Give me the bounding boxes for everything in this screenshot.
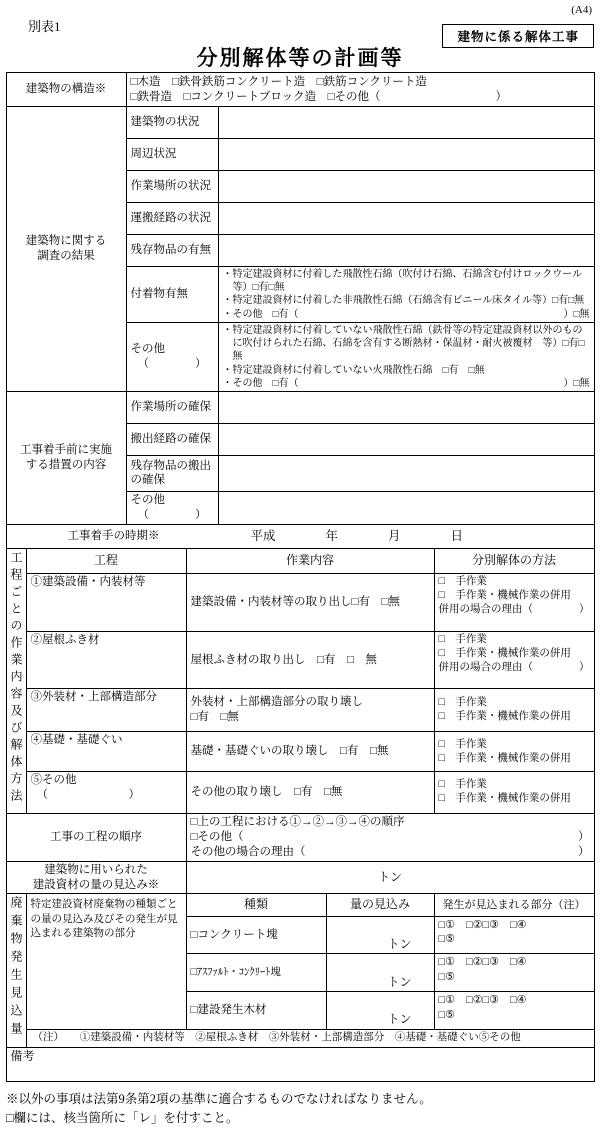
process-method-5[interactable]	[434, 772, 594, 814]
waste-amount-asphalt-field[interactable]: トン	[326, 954, 434, 992]
survey-section-label-line2: 調査の結果	[37, 249, 95, 262]
remaining-items-removal-field[interactable]	[218, 455, 594, 491]
waste-header-amount: 量の見込み	[326, 894, 434, 916]
process-step-5	[26, 772, 186, 814]
order-reason-open[interactable]: その他の場合の理由（	[190, 845, 306, 858]
order-other-close: ）	[578, 830, 590, 843]
method-reason-line[interactable]	[439, 603, 590, 617]
method-reason-open[interactable]: 併用の場合の理由（	[438, 662, 533, 674]
order-option-default[interactable]: □上の工程における①→②→③→④の順序	[190, 815, 405, 828]
waste-note: （注） ①建築設備・内装材等 ②屋根ふき材 ③外装材・上部構造部分 ④基礎・基礎ぐい⑤その他	[26, 1029, 594, 1047]
page-header	[0, 0, 600, 72]
process-work-3-line2[interactable]: □有 □無	[190, 711, 239, 724]
process-header-method: 分別解体の方法	[434, 548, 594, 573]
measures-other-field[interactable]	[218, 491, 594, 524]
process-side-label	[6, 548, 26, 813]
attachments-options[interactable]	[218, 267, 594, 323]
process-step-2: ②屋根ふき材	[26, 631, 186, 689]
materials-label-line2: 建設資材の量の見込み※	[32, 878, 160, 891]
process-table	[6, 548, 595, 895]
materials-amount-field[interactable]: トン	[186, 861, 594, 894]
waste-header-type: 種類	[186, 894, 326, 916]
order-other-open[interactable]: □その他（	[190, 830, 244, 843]
attachments-other-open[interactable]: ・その他 □有（	[222, 308, 299, 320]
survey-row-label: 建築物の状況	[126, 107, 218, 139]
work-type-box: 建物に係る解体工事	[442, 24, 594, 48]
waste-parts-line2[interactable]: □⑤	[438, 971, 456, 984]
process-step-1: ①建築設備・内装材等	[26, 574, 186, 632]
process-step-5-line1: ⑤その他	[30, 774, 77, 787]
building-condition-field[interactable]	[218, 107, 594, 139]
method-combo-option[interactable]: □ 手作業・機械作業の併用	[438, 647, 571, 659]
structure-options[interactable]	[126, 73, 594, 107]
waste-header-parts: 発生が見込まれる部分（注）	[434, 894, 594, 916]
process-side-label-text: 工程ごとの作業内容及び解体方法	[9, 550, 23, 806]
structure-options-line2[interactable]: □鉄骨造 □コンクリートブロック造 □その他（ ）	[130, 90, 508, 103]
attachments-option-2[interactable]: ・特定建設資材に付着した非飛散性石綿（石綿含有ビニール床タイル等）□有□無	[222, 295, 585, 307]
method-manual-option[interactable]: □ 手作業	[438, 697, 487, 709]
measures-row-label: 作業場所の確保	[126, 391, 218, 423]
attachments-label: 付着物有無	[126, 267, 218, 323]
footnote-1: ※以外の事項は法第9条第2項の基準に適合するものでなければなりません。	[6, 1092, 432, 1107]
waste-parts-line2[interactable]: □⑤	[438, 933, 456, 946]
method-reason-line[interactable]	[439, 661, 590, 675]
attachments-other-close[interactable]: ）□無	[563, 308, 590, 320]
process-header-step: 工程	[26, 548, 186, 573]
survey-other-option-3[interactable]	[223, 377, 590, 390]
timing-label: 工事着手の時期※	[67, 529, 160, 542]
survey-other-label	[126, 323, 218, 392]
waste-parts-asphalt[interactable]	[434, 954, 594, 992]
paper-size-label: (A4)	[571, 4, 592, 16]
process-work-5[interactable]: その他の取り壊し □有 □無	[186, 772, 434, 814]
sheet-label: 別表1	[28, 19, 61, 34]
survey-row-label: 残存物品の有無	[126, 235, 218, 267]
survey-other-option-1[interactable]: ・特定建設資材に付着していない飛散性石綿（鉄骨等の特定建設資材以外のものに吹付けられた石綿、石綿を含有する断熱材・保温材・耐火被覆材 等）□有□無	[222, 325, 585, 363]
method-combo-option[interactable]: □ 手作業・機械作業の併用	[438, 752, 571, 764]
measures-row-label: 搬出経路の確保	[126, 423, 218, 455]
waste-parts-line1[interactable]: □① □②□③ □④	[438, 956, 527, 969]
process-step-3: ③外装材・上部構造部分	[26, 689, 186, 732]
waste-type-asphalt[interactable]: □ｱｽﾌｧﾙﾄ・ｺﾝｸﾘｰﾄ塊	[186, 954, 326, 992]
survey-other-open[interactable]: ・その他 □有（	[222, 377, 299, 389]
measures-label-line1: 工事着手前に実施	[20, 443, 112, 456]
materials-label-line1: 建築物に用いられた	[44, 863, 148, 876]
method-manual-option[interactable]: □ 手作業	[438, 576, 487, 588]
measures-row-label: 残存物品の搬出の確保	[126, 455, 218, 491]
timing-value-field[interactable]: 平成 年 月 日	[250, 529, 464, 544]
attachments-option-other[interactable]	[223, 308, 590, 321]
waste-side-label	[6, 894, 26, 1048]
waste-parts-line1[interactable]: □① □②□③ □④	[438, 994, 527, 1007]
order-options[interactable]	[186, 813, 594, 861]
survey-other-option-2[interactable]: ・特定建設資材に付着していない火飛散性石綿 □有 □無	[222, 364, 485, 376]
survey-section-label-line1: 建築物に関する	[25, 235, 107, 248]
waste-parts-line2[interactable]: □⑤	[438, 1008, 456, 1021]
remaining-items-field[interactable]	[218, 235, 594, 267]
survey-row-label: 周辺状況	[126, 139, 218, 171]
remarks-label: 備考	[10, 1049, 35, 1064]
waste-parts-concrete[interactable]	[434, 916, 594, 954]
process-step-4: ④基礎・基礎ぐい	[26, 732, 186, 772]
footnote-2: □欄には、核当箇所に「レ」を付すこと。	[6, 1110, 239, 1125]
survey-other-label-line1: その他	[130, 343, 165, 356]
structure-label: 建築物の構造※	[6, 73, 126, 107]
order-option-other[interactable]	[191, 830, 590, 845]
method-manual-option[interactable]: □ 手作業	[438, 738, 487, 750]
process-header-work: 作業内容	[186, 548, 434, 573]
survey-other-label-line2: （ ）	[137, 357, 207, 370]
method-combo-option[interactable]: □ 手作業・機械作業の併用	[438, 711, 571, 723]
measures-other-label-line2: （ ）	[137, 508, 207, 521]
page-title: 分別解体等の計画等	[196, 46, 404, 70]
order-label: 工事の工程の順序	[6, 813, 186, 861]
measures-other-label	[126, 491, 218, 524]
method-combo-option[interactable]: □ 手作業・機械作業の併用	[438, 793, 571, 805]
method-reason-close: ）	[579, 604, 590, 616]
process-work-2[interactable]: 屋根ふき材の取り出し □有 □ 無	[186, 631, 434, 689]
remarks-field[interactable]	[6, 1048, 594, 1082]
process-work-4[interactable]: 基礎・基礎ぐいの取り壊し □有 □無	[186, 732, 434, 772]
carryout-route-field[interactable]	[218, 423, 594, 455]
waste-amount-concrete-field[interactable]: トン	[326, 916, 434, 954]
waste-parts-line1[interactable]: □① □②□③ □④	[438, 918, 527, 931]
process-method-1[interactable]	[434, 574, 594, 632]
method-manual-option[interactable]: □ 手作業	[438, 633, 487, 645]
order-reason-close: ）	[578, 845, 590, 858]
method-manual-option[interactable]: □ 手作業	[438, 779, 487, 791]
transport-route-field[interactable]	[218, 203, 594, 235]
structure-options-line1[interactable]: □木造 □鉄骨鉄筋コンクリート造 □鉄筋コンクリート造	[130, 75, 427, 88]
survey-other-close[interactable]: ）□無	[563, 377, 590, 389]
surroundings-field[interactable]	[218, 139, 594, 171]
process-method-4[interactable]	[434, 732, 594, 772]
attachments-option-1[interactable]: ・特定建設資材に付着した飛散性石綿（吹付け石綿、石綿含む付けロックウール等）□有□無	[222, 269, 583, 294]
waste-parts-wood[interactable]	[434, 992, 594, 1030]
method-reason-open[interactable]: 併用の場合の理由（	[438, 604, 533, 616]
survey-section-label	[6, 107, 126, 392]
remarks-table	[6, 1047, 595, 1082]
process-method-3[interactable]	[434, 689, 594, 732]
survey-row-label: 運搬経路の状況	[126, 203, 218, 235]
process-method-2[interactable]	[434, 631, 594, 689]
timing-row	[6, 524, 594, 548]
process-work-3-line1: 外装材・上部構造部分の取り壊し	[190, 696, 363, 709]
process-work-3[interactable]	[186, 689, 434, 732]
survey-other-options[interactable]	[218, 323, 594, 392]
waste-description: 特定建設資材廃棄物の種類ごとの量の見込み及びその発生が見込まれる建築物の部分	[26, 894, 186, 1029]
waste-type-wood[interactable]: □建設発生木材	[186, 992, 326, 1030]
survey-table	[6, 72, 595, 549]
method-combo-option[interactable]: □ 手作業・機械作業の併用	[438, 590, 571, 602]
worksite-condition-field[interactable]	[218, 171, 594, 203]
process-step-5-line2: （ ）	[36, 789, 140, 802]
measures-other-label-line1: その他	[130, 493, 165, 506]
waste-side-label-text: 廃棄物発生見込量	[9, 896, 23, 1041]
process-work-1[interactable]: 建築設備・内装材等の取り出し□有 □無	[186, 574, 434, 632]
method-reason-close: ）	[579, 662, 590, 674]
measures-label-line2: する措置の内容	[25, 458, 107, 471]
waste-type-concrete[interactable]: □コンクリート塊	[186, 916, 326, 954]
worksite-securing-field[interactable]	[218, 391, 594, 423]
survey-row-label: 作業場所の状況	[126, 171, 218, 203]
waste-amount-wood-field[interactable]: トン	[326, 992, 434, 1030]
order-reason-line[interactable]	[191, 845, 590, 860]
waste-table	[6, 893, 595, 1048]
materials-label	[6, 861, 186, 894]
measures-section-label	[6, 391, 126, 524]
footnotes	[6, 1090, 594, 1126]
